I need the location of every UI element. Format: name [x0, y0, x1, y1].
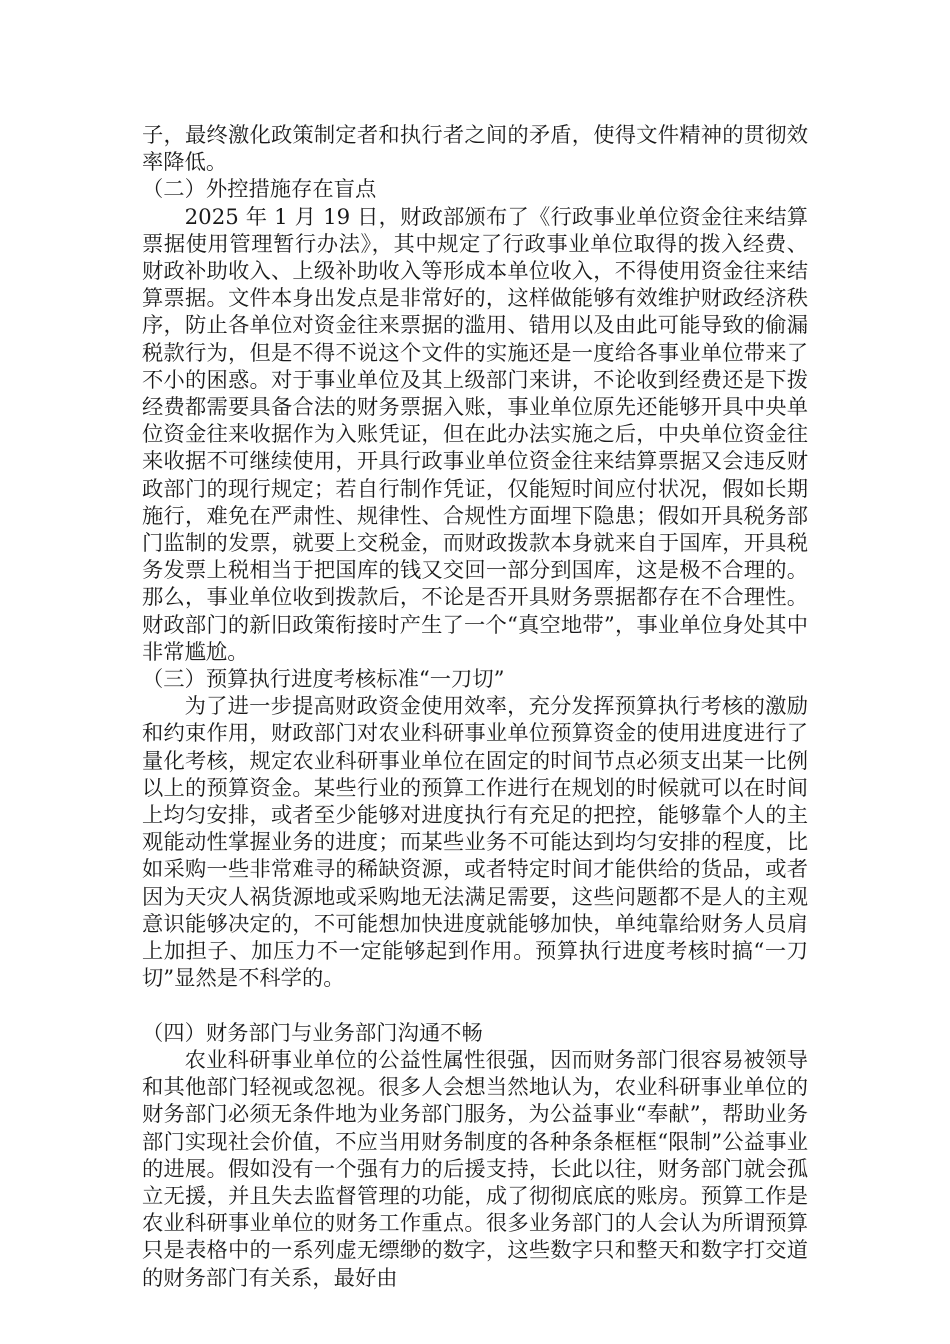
document-page — [142, 122, 808, 1292]
blank-line — [142, 993, 808, 1020]
paragraph-continuation: 子，最终激化政策制定者和执行者之间的矛盾，使得文件精神的贯彻效率降低。 — [142, 123, 808, 176]
paragraph-external-control: 2025 年 1 月 19 日，财政部颁布了《行政事业单位资金往来结算票据使用管理暂行办法》，其中规定了行政事业单位取得的拨入经费、财政补助收入、上级补助收入等形成本单位收入，不得使用资金往来结算票据。文件本身出发点是非常好的，这样做能够有效维护财政经济秩序，防止各单位对资金往来票据的滥用、错用以及由此可能导致的偷漏税款行为，但是不得不说这个文件的实施还是一度给各事业单位带来了不小的困惑。对于事业单位及其上级部门来讲，不论收到经费还是下拨经费都需要具备合法的财务票据入账，事业单位原先还能够开具中央单位资金往来收据作为入账凭证，但在此办法实施之后，中央单位资金往来收据不可继续使用，开具行政事业单位资金往来结算票据又会违反财政部门的现行规定；若自行制作凭证，仅能短时间应付状况，假如长期施行，难免在严肃性、规律性、合规性方面埋下隐患；假如开具税务部门监制的发票，就要上交税金，而财政拨款本身就来自于国库，开具税务发票上税相当于把国库的钱又交回一部分到国库，这是极不合理的。那么，事业单位收到拨款后，不论是否开具财务票据都存在不合理性。财政部门的新旧政策衔接时产生了一个“真空地带”，事业单位身处其中非常尴尬。 — [142, 204, 808, 665]
paragraph-communication: 农业科研事业单位的公益性属性很强，因而财务部门很容易被领导和其他部门轻视或忽视。很多人会想当然地认为，农业科研事业单位的财务部门必须无条件地为业务部门服务，为公益事业“奉献”，帮助业务部门实现社会价值，不应当用财务制度的各种条条框框“限制”公益事业的进展。假如没有一个强有力的后援支持，长此以往，财务部门就会孤立无援，并且失去监督管理的功能，成了彻彻底底的账房。预算工作是农业科研事业单位的财务工作重点。很多业务部门的人会认为所谓预算只是表格中的一系列虚无缥缈的数字，这些数字只和整天和数字打交道的财务部门有关系，最好由 — [142, 1047, 808, 1291]
section-heading-3: （三）预算执行进度考核标准“一刀切” — [142, 667, 505, 693]
paragraph-budget-execution: 为了进一步提高财政资金使用效率，充分发挥预算执行考核的激励和约束作用，财政部门对农业科研事业单位预算资金的使用进度进行了量化考核，规定农业科研事业单位在固定的时间节点必须支出某一比例以上的预算资金。某些行业的预算工作进行在规划的时候就可以在时间上均匀安排，或者至少能够对进度执行有充足的把控，能够靠个人的主观能动性掌握业务的进度；而某些业务不可能达到均匀安排的程度，比如采购一些非常难寻的稀缺资源，或者特定时间才能供给的货品，或者因为天灾人祸货源地或采购地无法满足需要，这些问题都不是人的主观意识能够决定的，不可能想加快进度就能够加快，单纯靠给财务人员肩上加担子、加压力不一定能够起到作用。预算执行进度考核时搞“一刀切”显然是不科学的。 — [142, 694, 808, 992]
section-heading-2: （二）外控措施存在盲点 — [142, 177, 377, 203]
section-heading-4: （四）财务部门与业务部门沟通不畅 — [142, 1020, 483, 1046]
